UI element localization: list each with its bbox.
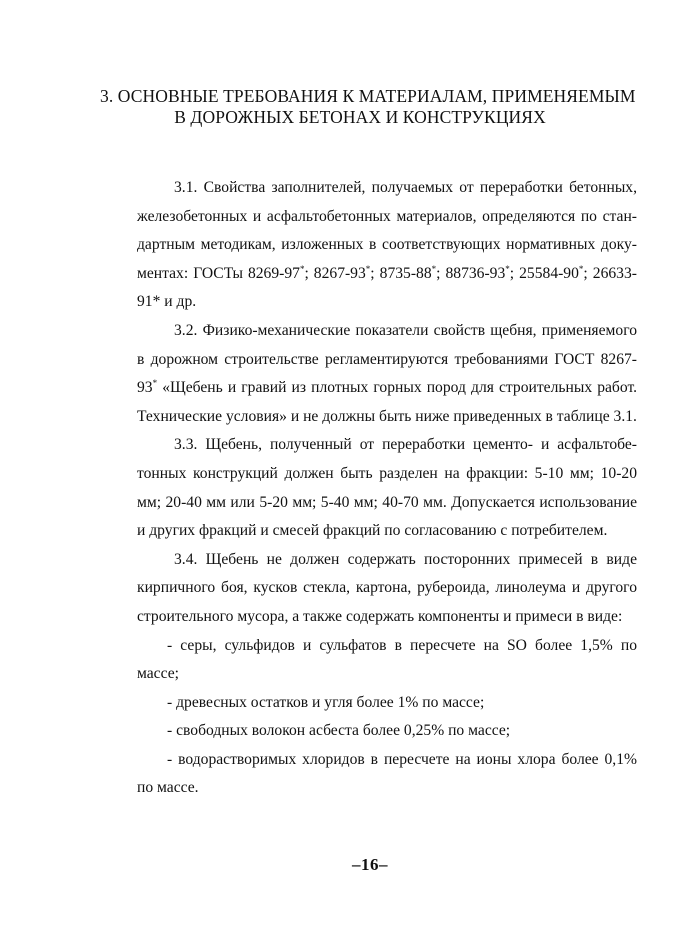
gost-title-part: «Щебень и гравий из плотных горных пород для строительных работ. <box>157 379 637 397</box>
footnote-star: * <box>299 263 305 274</box>
footnote-star: * <box>578 263 584 274</box>
paragraph-3-1-line-4 <box>137 260 637 289</box>
bullet-1-line-1: - серы, сульфидов и сульфатов в пересчете на SO более 1,5% по <box>167 636 637 654</box>
heading-line-2: В ДОРОЖНЫХ БЕТОНАХ И КОНСТРУКЦИЯХ <box>174 107 546 127</box>
document-body <box>137 174 637 803</box>
gost-number-part: 93 <box>137 379 153 397</box>
paragraph-3-2-line-3 <box>137 374 637 403</box>
gost-list-part-1: ментах: ГОСТы 8269-97 <box>137 264 300 282</box>
paragraph-3-3-line-3: мм; 20-40 мм или 5-20 мм; 5-40 мм; 40-70 мм. Допускается использование <box>137 493 637 511</box>
bullet-4-line-2: по массе. <box>137 779 199 797</box>
paragraph-3-1-line-3: дартным методикам, изложенных в соответствующих нормативных доку- <box>137 236 637 254</box>
paragraph-3-3-line-2: тонных конструкций должен быть разделен на фракции: 5-10 мм; 10-20 <box>137 464 637 482</box>
footnote-star: * <box>365 263 371 274</box>
paragraph-3-3-line-1: 3.3. Щебень, полученный от переработки цементо- и асфальтобе- <box>174 436 637 454</box>
footnote-star: * <box>431 263 437 274</box>
paragraph-3-1-line-1: 3.1. Свойства заполнителей, получаемых от переработки бетонных, <box>174 179 637 196</box>
paragraph-3-2-line-4: Технические условия» и не должны быть ниже приведенных в таблице 3.1. <box>137 407 637 425</box>
page-number: –16– <box>352 855 388 874</box>
gost-list-part-6: ; 26633- <box>583 264 637 282</box>
gost-list-part-4: ; 88736-93 <box>436 264 506 282</box>
paragraph-3-1-line-5: 91* и др. <box>137 293 197 311</box>
paragraph-3-3-line-4: и других фракций и смесей фракций по согласованию с потребителем. <box>137 522 608 540</box>
bullet-3: - свободных волокон асбеста более 0,25% по массе; <box>167 722 511 740</box>
gost-list-part-2: ; 8267-93 <box>304 264 366 282</box>
paragraph-3-2-line-1: 3.2. Физико-механические показатели свойств щебня, применяемого <box>174 321 637 339</box>
heading-line-1: 3. ОСНОВНЫЕ ТРЕБОВАНИЯ К МАТЕРИАЛАМ, ПРИМЕНЯЕМЫМ <box>100 86 636 106</box>
footnote-star: * <box>505 263 510 274</box>
gost-list-part-3: ; 8735-88 <box>370 264 432 282</box>
paragraph-3-4-line-2: кирпичного боя, кусков стекла, картона, рубероида, линолеума и другого <box>137 579 637 597</box>
bullet-1-line-2: массе; <box>137 665 179 683</box>
section-heading <box>100 86 636 128</box>
bullet-4-line-1: - водорастворимых хлоридов в пересчете на ионы хлора более 0,1% <box>167 750 637 768</box>
paragraph-3-4-line-3: строительного мусора, а также содержать компоненты и примеси в виде: <box>137 607 623 625</box>
paragraph-3-4-line-1: 3.4. Щебень не должен содержать посторонних примесей в виде <box>174 550 637 568</box>
gost-list-part-5: ; 25584-90 <box>509 264 579 282</box>
bullet-2: - древесных остатков и угля более 1% по массе; <box>167 693 485 711</box>
paragraph-3-1-line-2: железобетонных и асфальтобетонных материалов, определяются по стан- <box>137 207 637 225</box>
paragraph-3-2-line-2: в дорожном строительстве регламентируются требованиями ГОСТ 8267- <box>137 350 637 368</box>
footnote-star: * <box>152 378 158 389</box>
